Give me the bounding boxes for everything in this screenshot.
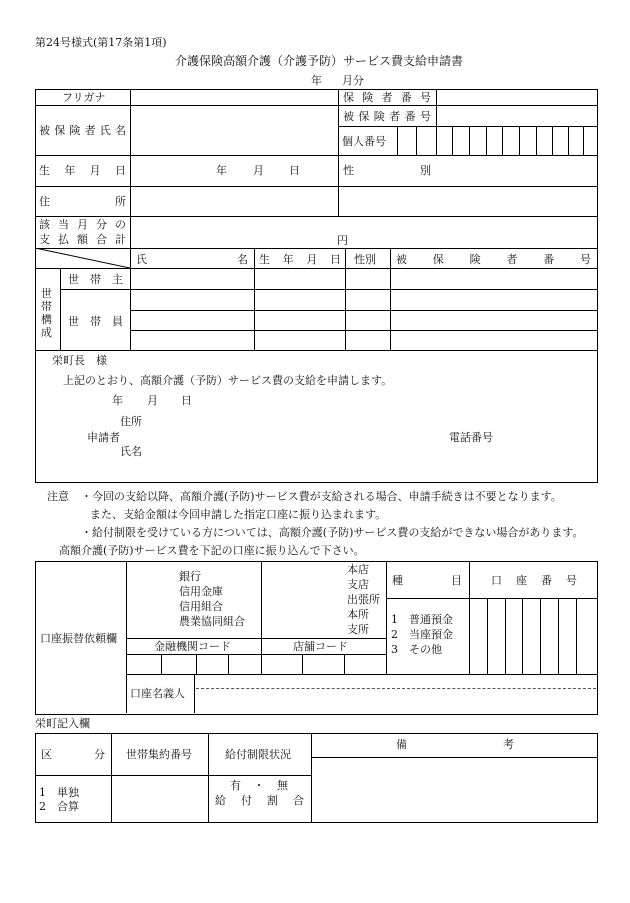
applicant-name-label: 氏名 xyxy=(120,445,142,458)
household-member-label: 世 帯 員 xyxy=(68,315,123,328)
branch-type-head: 本所 xyxy=(347,608,369,621)
category-single: 1 単独 xyxy=(39,786,79,799)
account-type-other: 3 その他 xyxy=(391,643,442,656)
institution-type-bank: 銀行 xyxy=(179,570,201,583)
furigana-label: フリガナ xyxy=(62,91,106,104)
account-holder-label: 口座名義人 xyxy=(130,687,185,700)
declaration-day: 日 xyxy=(181,394,192,407)
status-line-1: 有 ・ 無 xyxy=(230,779,288,792)
transfer-request: 高額介護(予防)サービス費を下記の口座に振り込んで下さい。 xyxy=(59,544,365,557)
status-line-2: 給 付 割 合 xyxy=(215,794,304,807)
account-number-header: 口 座 番 号 xyxy=(491,574,577,587)
birth-day: 日 xyxy=(289,164,300,177)
period-month: 月分 xyxy=(342,74,364,87)
page-title: 介護保険高額介護（介護予防）サービス費支給申請書 xyxy=(175,54,464,68)
branch-type-sub: 出張所 xyxy=(347,593,380,606)
declaration-year: 年 xyxy=(112,394,123,407)
applicant-address-label: 住所 xyxy=(120,415,142,428)
insured-name-label: 被 保 険 者 氏 名 xyxy=(39,124,126,137)
note-line-3: ・給付制限を受けている方については、高額介護(予防)サービス費の支給ができない場合があります。 xyxy=(81,526,584,539)
sex-label: 性 別 xyxy=(343,164,431,177)
category-combined: 2 合算 xyxy=(39,800,79,813)
household-insured-number-header: 被 保 険 者 番 号 xyxy=(396,253,591,266)
branch-type-main: 本店 xyxy=(347,563,369,576)
branch-type-sub-office: 支所 xyxy=(347,623,369,636)
household-number-header: 世帯集約番号 xyxy=(126,748,192,761)
applicant-label: 申請者 xyxy=(87,431,120,444)
branch-code-label: 店舗コード xyxy=(293,640,348,653)
insurer-number-label: 保 険 者 番 号 xyxy=(343,91,431,104)
branch-type-branch: 支店 xyxy=(347,578,369,591)
address-label: 住 所 xyxy=(39,195,126,208)
household-side-label: 世帯構成 xyxy=(41,287,52,339)
institution-type-shinkin: 信用金庫 xyxy=(179,585,223,598)
form-number: 第24号様式(第17条第1項) xyxy=(35,36,167,49)
institution-code-label: 金融機関コード xyxy=(154,640,231,653)
household-head-label: 世 帯 主 xyxy=(68,273,123,286)
account-type-header: 種 目 xyxy=(392,574,462,587)
birth-month: 月 xyxy=(253,164,264,177)
account-type-ordinary: 1 普通預金 xyxy=(391,613,453,626)
institution-type-credit-union: 信用組合 xyxy=(179,600,223,613)
account-type-current: 2 当座預金 xyxy=(391,628,453,641)
household-name-header: 氏 名 xyxy=(136,253,248,266)
household-birth-header: 生 年 月 日 xyxy=(259,253,341,266)
birth-date-label: 生 年 月 日 xyxy=(39,164,126,177)
yen-unit: 円 xyxy=(337,234,348,247)
payment-total-label-1: 該 当 月 分 の xyxy=(39,218,126,231)
period-year: 年 xyxy=(311,74,322,87)
addressee: 栄町長 様 xyxy=(52,354,107,367)
corner-diagonal xyxy=(35,248,131,269)
household-sex-header: 性別 xyxy=(354,253,376,266)
notes-label: 注意 xyxy=(47,490,69,503)
declaration-statement: 上記のとおり、高額介護（予防）サービス費の支給を申請します。 xyxy=(63,374,393,387)
note-line-2: また、支給金額は今回申請した指定口座に振り込まれます。 xyxy=(90,508,387,521)
insured-number-label: 被 保 険 者 番 号 xyxy=(343,110,431,123)
office-section-label: 栄町記入欄 xyxy=(35,717,90,730)
note-line-1: ・今回の支給以降、高額介護(予防)サービス費が支給される場合、申請手続きは不要となります。 xyxy=(81,490,562,503)
payment-total-label-2: 支 払 額 合 計 xyxy=(39,233,126,246)
phone-label: 電話番号 xyxy=(449,431,493,444)
institution-type-agri-coop: 農業協同組合 xyxy=(179,615,245,628)
personal-number-label: 個人番号 xyxy=(342,135,386,148)
birth-year: 年 xyxy=(216,164,227,177)
declaration-month: 月 xyxy=(147,394,158,407)
bank-section-label: 口座振替依頼欄 xyxy=(40,632,117,645)
benefit-status-header: 給付制限状況 xyxy=(225,748,291,761)
remarks-header: 備 考 xyxy=(396,738,514,751)
category-header: 区 分 xyxy=(41,748,105,761)
